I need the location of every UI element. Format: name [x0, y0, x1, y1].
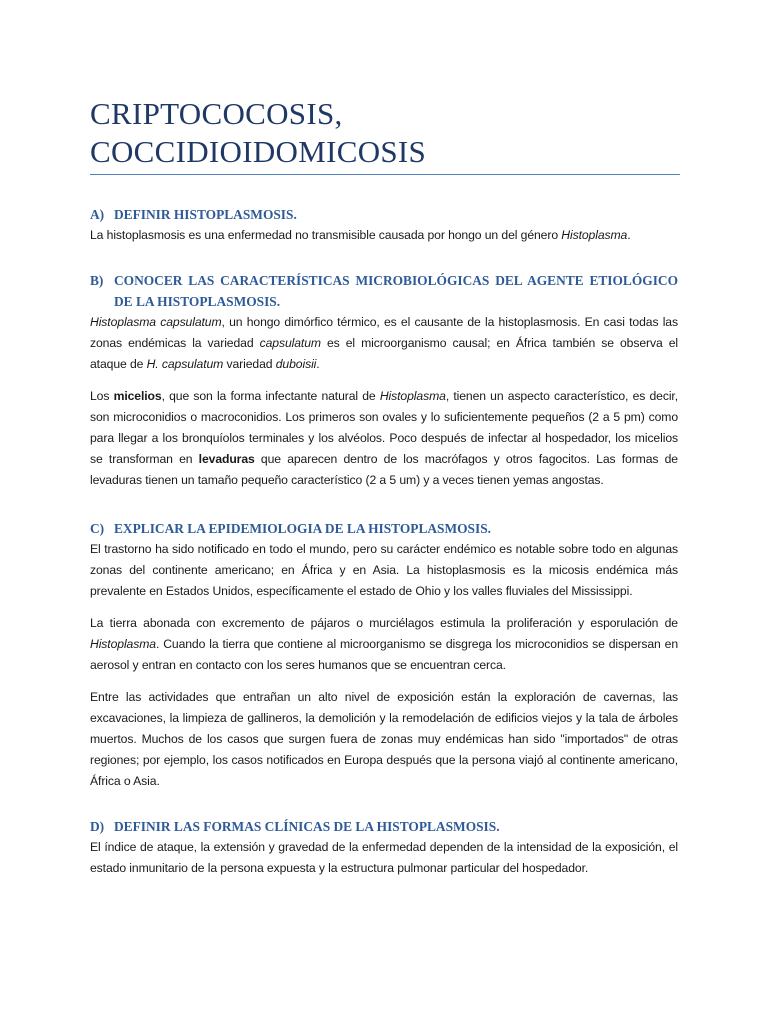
italic-term: Histoplasma capsulatum: [90, 315, 222, 329]
section-d-paragraph-1: El índice de ataque, la extensión y gravedad de la enfermedad dependen de la intensidad de la exposición, el estado inmunitario de la persona expuesta y la estructura pulmonar particular del hospedador.: [90, 840, 678, 875]
italic-term: capsulatum: [259, 336, 321, 350]
title-underline: [90, 174, 680, 175]
text-run: .: [316, 357, 320, 371]
section-a: [90, 204, 678, 246]
text-run: , tienen un aspecto característico, es decir, son microconidios o macroconidios. Los primeros son ovales y lo suficientemente pequeños (2 a 5 pm) como para llegar a los bronquíolos terminales y los alvéolos. Poco después de infectar al hospedador, los micelios se transforman en: [90, 389, 679, 466]
text-run: , un hongo dimórfico térmico, es el causante de la histoplasmosis. En casi todas las zonas endémicas la variedad: [90, 315, 678, 350]
text-run: Los: [90, 389, 114, 403]
section-c-paragraph-2: [90, 613, 678, 676]
bold-term: levaduras: [198, 452, 255, 466]
text-run: , que son la forma infectante natural de: [161, 389, 380, 403]
section-a-heading-text: DEFINIR HISTOPLASMOSIS.: [114, 207, 297, 222]
italic-term: H. capsulatum: [146, 357, 224, 371]
section-c: [90, 518, 678, 792]
section-b: [90, 270, 678, 491]
section-d-letter: D): [90, 819, 105, 834]
section-b-paragraph-2: [90, 386, 678, 491]
italic-term: Histoplasma: [379, 389, 446, 403]
section-c-letter: C): [90, 521, 105, 536]
text-run: es el microorganismo causal; en África también se observa el ataque de: [90, 336, 678, 371]
section-b-paragraph-1: [90, 312, 678, 375]
section-c-paragraph-3: Entre las actividades que entrañan un alto nivel de exposición están la exploración de cavernas, las excavaciones, la limpieza de gallineros, la demolición y la remodelación de edificios viejos y la tala de árboles muertos. Muchos de los casos que surgen fuera de zonas muy endémicas han sido "importados" de otras regiones; por ejemplo, los casos notificados en Europa después que la persona viajó al continente americano, África o Asia.: [90, 690, 678, 788]
italic-term: Histoplasma: [561, 228, 628, 242]
section-c-paragraph-1: El trastorno ha sido notificado en todo el mundo, pero su carácter endémico es notable sobre todo en algunas zonas del continente americano; en África y en Asia. La histoplasmosis es la micosis endémica más prevalente en Estados Unidos, específicamente el estado de Ohio y los valles fluviales del Mississippi.: [90, 542, 678, 598]
section-c-heading: [90, 518, 678, 539]
section-a-paragraph-1: [90, 225, 678, 246]
section-a-letter: A): [90, 207, 105, 222]
section-c-heading-text: EXPLICAR LA EPIDEMIOLOGIA DE LA HISTOPLASMOSIS.: [114, 521, 492, 536]
italic-term: Histoplasma: [90, 637, 156, 651]
section-b-letter: B): [90, 273, 104, 288]
bold-term: micelios: [113, 389, 162, 403]
section-d-heading: [90, 816, 678, 837]
text-run: La histoplasmosis es una enfermedad no transmisible causada por hongo un del género: [90, 228, 562, 242]
document-title: CRIPTOCOCOSIS, COCCIDIOIDOMICOSIS: [90, 96, 427, 169]
section-b-heading: [90, 270, 678, 312]
text-run: .: [627, 228, 631, 242]
section-d: [90, 816, 678, 879]
section-d-heading-text: DEFINIR LAS FORMAS CLÍNICAS DE LA HISTOPLASMOSIS.: [114, 819, 500, 834]
text-run: La tierra abonada con excremento de pájaros o murciélagos estimula la proliferación y esporulación de: [90, 616, 678, 630]
italic-term: duboisii: [275, 357, 317, 371]
text-run: variedad: [223, 357, 276, 371]
section-a-heading: [90, 204, 678, 225]
text-run: que aparecen dentro de los macrófagos y otros fagocitos. Las formas de levaduras tienen un tamaño pequeño característico (2 a 5 um) y a veces tienen yemas angostas.: [90, 452, 678, 487]
text-run: . Cuando la tierra que contiene al microorganismo se disgrega los microconidios se dispersan en aerosol y entran en contacto con los seres humanos que se encuentran cerca.: [90, 637, 678, 672]
section-b-heading-text: CONOCER LAS CARACTERÍSTICAS MICROBIOLÓGICAS DEL AGENTE ETIOLÓGICO DE LA HISTOPLASMOSIS.: [114, 273, 678, 309]
